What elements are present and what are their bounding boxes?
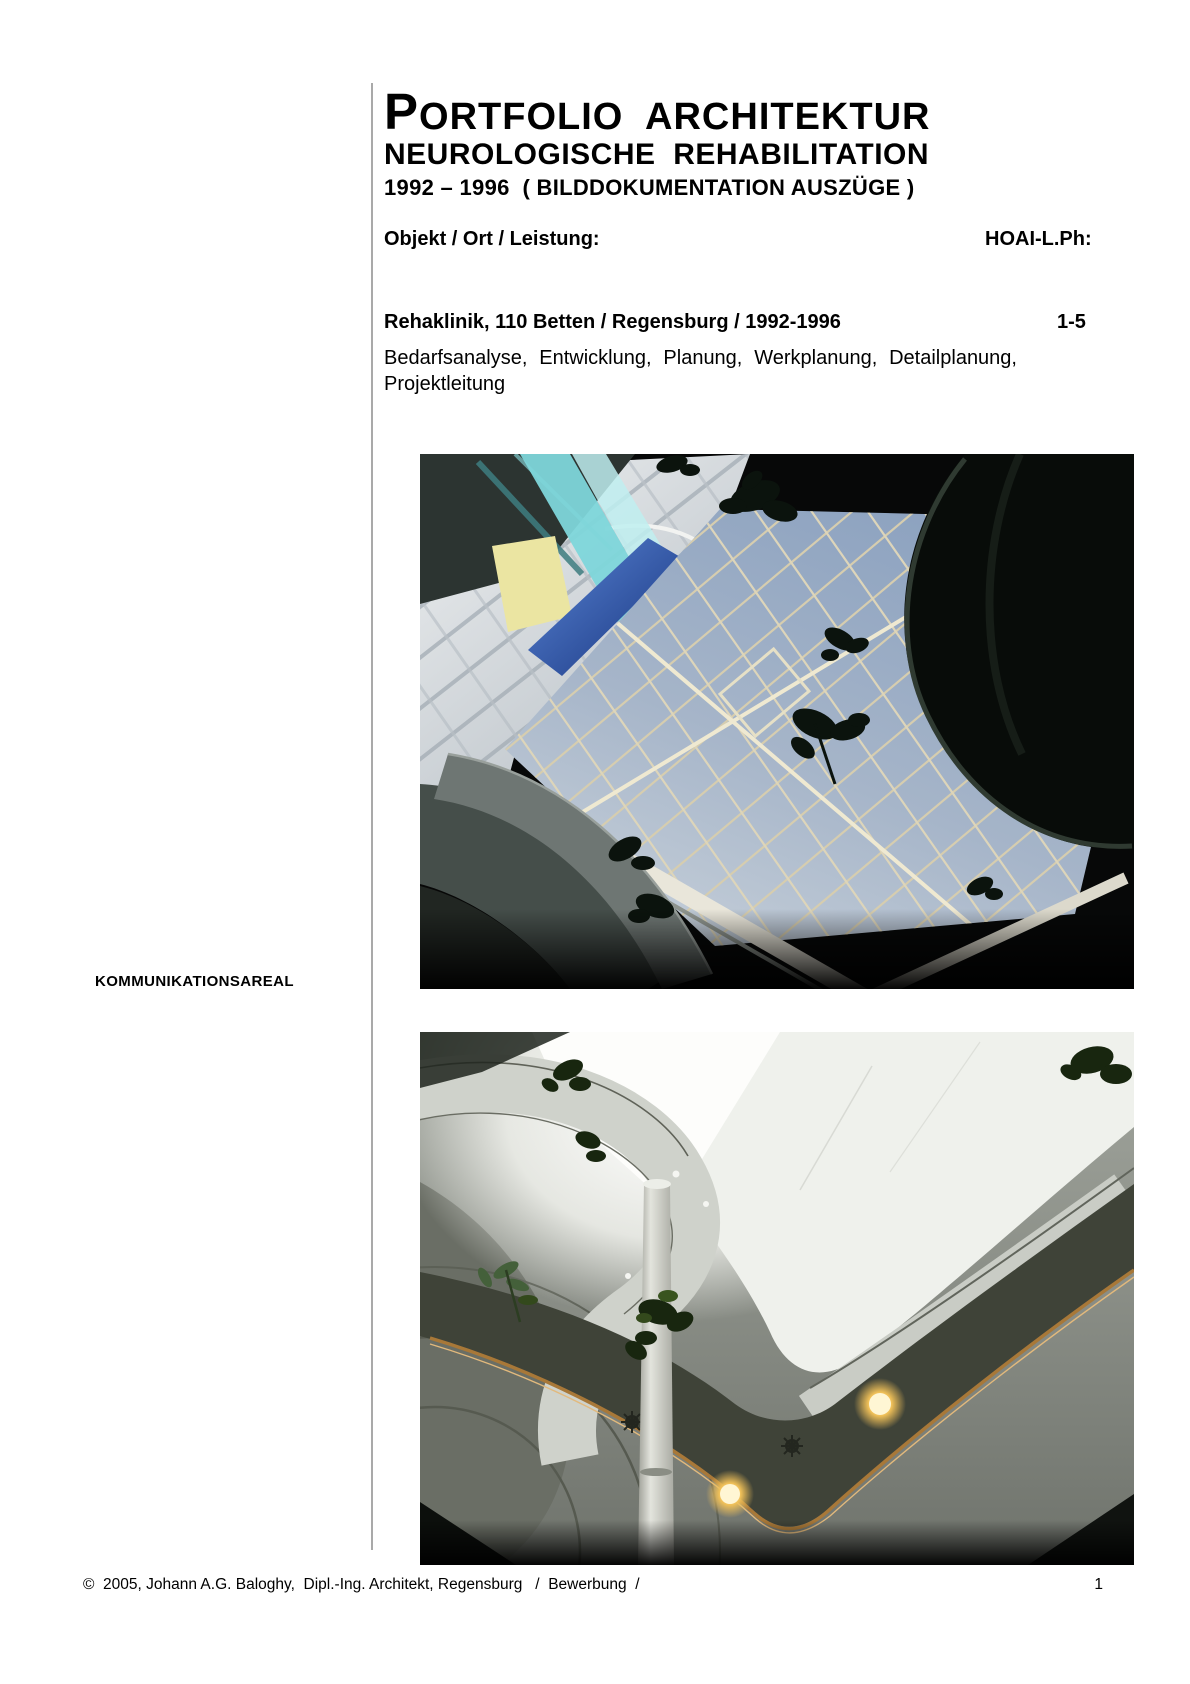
photo-caption-kommunikationsareal: KOMMUNIKATIONSAREAL — [95, 973, 294, 990]
project-services-line1: Bedarfsanalyse, Entwicklung, Planung, Werkplanung, Detailplanung, — [384, 347, 1017, 369]
atrium-interior-photo — [420, 1032, 1134, 1565]
project-title: Rehaklinik, 110 Betten / Regensburg / 1992-1996 — [384, 311, 841, 333]
date-line: 1992 – 1996 ( BILDDOKUMENTATION AUSZÜGE ) — [384, 175, 915, 200]
column-label-object: Objekt / Ort / Leistung: — [384, 228, 600, 250]
column-label-hoai: HOAI-L.Ph: — [985, 228, 1092, 250]
vertical-rule — [371, 83, 373, 1550]
page-title: PORTFOLIO ARCHITEKTUR — [384, 83, 931, 140]
project-hoai-phases: 1-5 — [1057, 311, 1086, 333]
atrium-skylight-illustration — [420, 454, 1134, 989]
page-subtitle: NEUROLOGISCHE REHABILITATION — [384, 138, 930, 171]
footer-copyright: © 2005, Johann A.G. Baloghy, Dipl.-Ing. Architekt, Regensburg / Bewerbung / — [83, 1576, 640, 1593]
footer-page-number: 1 — [1094, 1576, 1103, 1593]
atrium-interior-illustration — [420, 1032, 1134, 1565]
project-services-line2: Projektleitung — [384, 373, 506, 395]
atrium-skylight-photo — [420, 454, 1134, 989]
